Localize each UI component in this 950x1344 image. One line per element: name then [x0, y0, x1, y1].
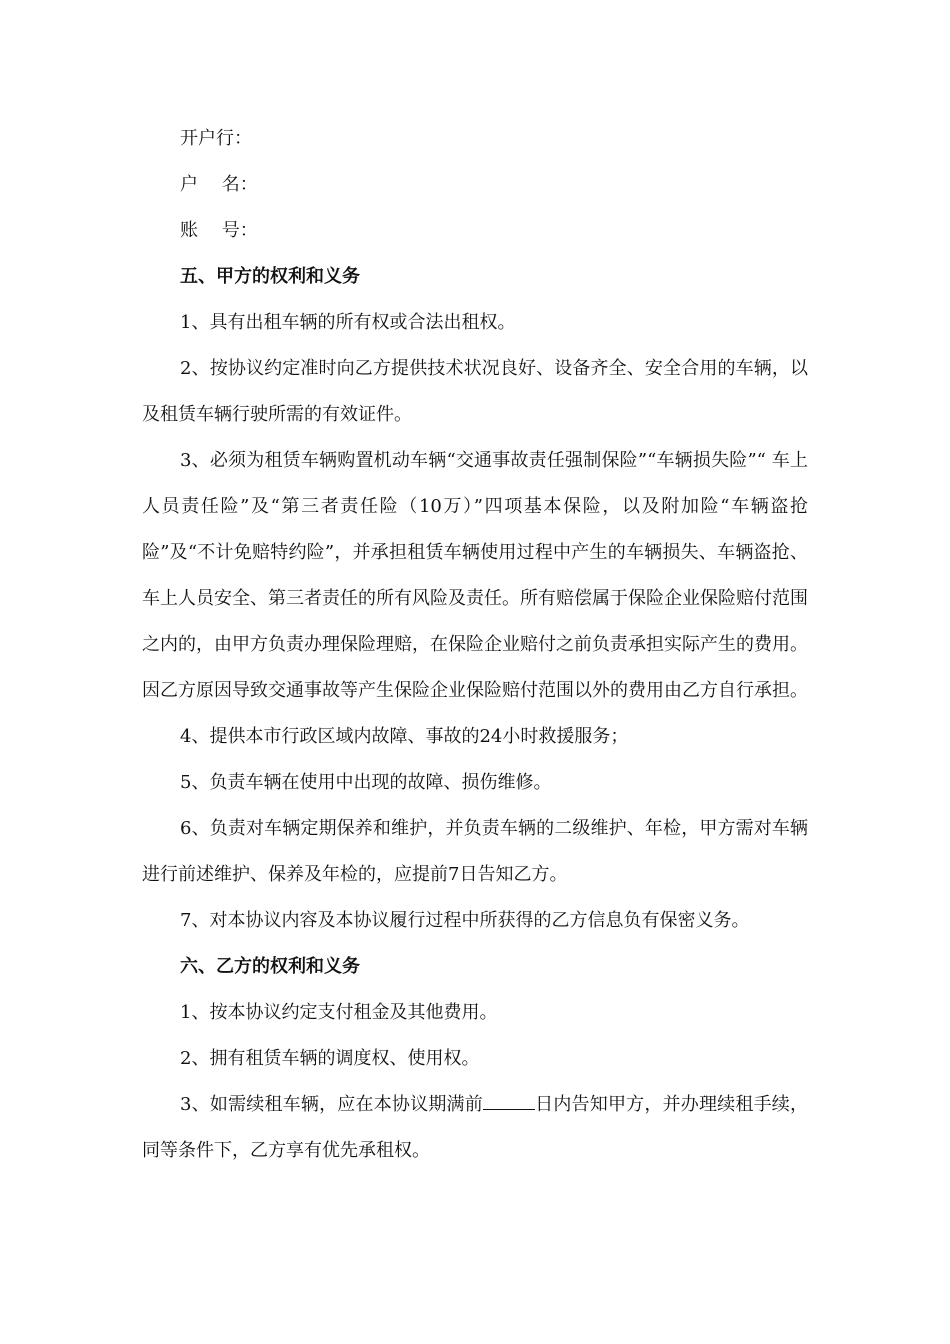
section-6-item-2: 2、拥有租赁车辆的调度权、使用权。: [180, 1048, 480, 1069]
section-5-item-3: 3、必须为租赁车辆购置机动车辆“交通事故责任强制保险”“车辆损失险”“ 车上人员责任险”及“第三者责任险（10万）”四项基本保险，以及附加险“车辆盗抢险”及“不计免赔特约险”，并承担租赁车辆使用过程中产生的车辆损失、车辆盗抢、车上人员安全、第三者责任的所有风险及责任。所有赔偿属于保险企业保险赔付范围之内的，由甲方负责办理保险理赔，在保险企业赔付之前负责承担实际产生的费用。因乙方原因导致交通事故等产生保险企业保险赔付范围以外的费用由乙方自行承担。: [142, 450, 808, 701]
section-5-item-1: 1、具有出租车辆的所有权或合法出租权。: [180, 312, 516, 333]
section-6-item-3-after: 日内告知甲方，并办理续租手续，同等条件下，乙方享有优先承租权。: [142, 1094, 809, 1161]
section-5-item-6: 6、负责对车辆定期保养和维护，并负责车辆的二级维护、年检，甲方需对车辆进行前述维护、保养及年检的，应提前7日告知乙方。: [142, 818, 808, 885]
section-5-item-4: 4、提供本市行政区域内故障、事故的24小时救援服务；: [180, 726, 629, 747]
section-6-heading: 六、乙方的权利和义务: [180, 956, 360, 977]
account-number-label: 账 号：: [180, 220, 258, 241]
section-5-item-5: 5、负责车辆在使用中出现的故障、损伤维修。: [180, 772, 552, 793]
section-5-item-2: 2、按协议约定准时向乙方提供技术状况良好、设备齐全、安全合用的车辆，以及租赁车辆行驶所需的有效证件。: [142, 358, 808, 425]
section-6-item-3-before: 3、如需续租车辆，应在本协议期满前: [180, 1094, 483, 1115]
section-5-heading: 五、甲方的权利和义务: [180, 266, 360, 287]
opening-bank-label: 开户行：: [180, 128, 252, 149]
account-name-label: 户 名：: [180, 174, 258, 195]
document-body: [142, 116, 808, 1174]
section-5-item-7: 7、对本协议内容及本协议履行过程中所获得的乙方信息负有保密义务。: [180, 910, 750, 931]
section-6-item-1: 1、按本协议约定支付租金及其他费用。: [180, 1002, 498, 1023]
section-6-item-3: [142, 1082, 808, 1174]
renewal-days-blank: [483, 1095, 535, 1110]
